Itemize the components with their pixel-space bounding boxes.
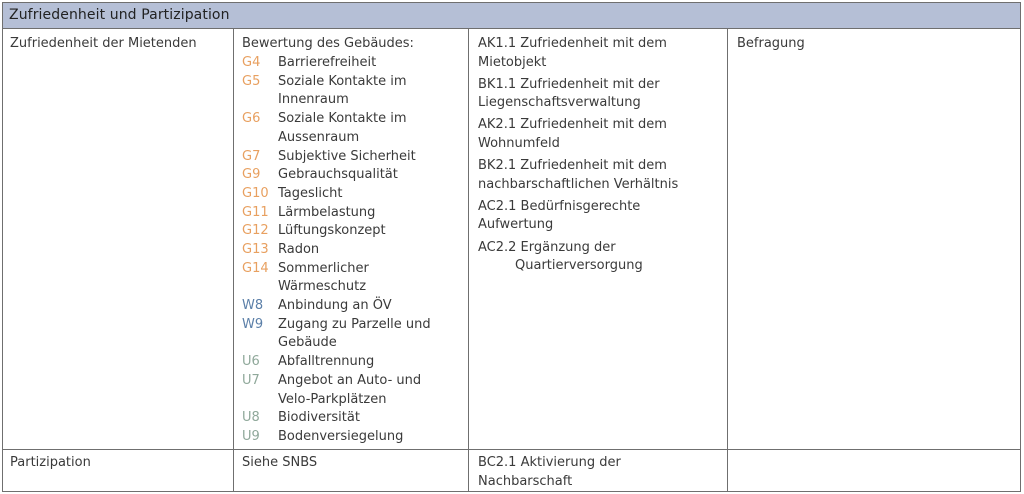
table-border-bottom [2,491,1021,492]
criterion-code: U7 [242,372,260,388]
row1-topic: Zufriedenheit der Mietenden [10,36,197,51]
criterion-label: Innenraum [278,92,349,108]
indicator-item [478,76,723,113]
criterion-code: W9 [242,316,264,332]
criterion-label: Barrierefreiheit [278,55,377,70]
indicator-item [478,35,723,72]
indicator-line2: Aufwertung [478,217,554,233]
criterion-code: G14 [242,260,269,276]
criterion-label: Lüftungskonzept [278,223,386,239]
criterion-label: Bodenversiegelung [278,429,404,444]
indicator-item [478,239,723,276]
row2-indicator-line1: BC2.1 Aktivierung der [478,455,621,470]
criterion-label: Subjektive Sicherheit [278,148,416,164]
criterion-code: U8 [242,410,260,426]
indicator-line2: Liegenschaftsverwaltung [478,95,641,111]
criterion-item [242,54,462,73]
criterion-item [242,428,462,447]
criterion-code: G5 [242,73,261,89]
criterion-item [242,166,462,185]
criterion-code: G10 [242,185,269,201]
criterion-label: Sommerlicher [278,260,369,276]
criterion-item [242,241,462,260]
criterion-code: U6 [242,354,260,370]
criterion-label: Soziale Kontakte im [278,73,407,89]
indicator-item [478,116,723,153]
criterion-item [242,409,462,428]
criterion-item [242,297,462,316]
indicator-line1: BK1.1 Zufriedenheit mit der [478,76,660,92]
criterion-label: Velo-Parkplätzen [278,391,387,407]
section-title: Zufriedenheit und Partizipation [9,7,230,23]
indicator-line2: Mietobjekt [478,54,547,70]
criterion-item [242,110,462,147]
row-divider [2,449,1021,450]
criterion-code: G11 [242,204,269,220]
criterion-code: G6 [242,111,261,127]
indicator-line2: Wohnumfeld [478,135,560,151]
criterion-label: Gebrauchsqualität [278,167,398,183]
criterion-code: G9 [242,167,261,183]
criterion-label: Lärmbelastung [278,204,376,220]
row1-method: Befragung [737,36,805,51]
criterion-label: Radon [278,242,320,257]
criterion-code: G12 [242,223,269,239]
indicator-list [478,35,724,285]
criterion-item [242,316,462,353]
row2-topic: Partizipation [10,455,91,470]
row2-indicator [478,454,621,491]
row2-indicator-line2: Nachbarschaft [478,473,573,489]
criterion-item [242,222,462,241]
indicator-item [478,198,723,235]
criterion-item [242,353,462,372]
criterion-label: Abfalltrennung [278,354,375,370]
criterion-item [242,372,462,409]
indicator-item [478,157,723,194]
criterion-label: Tageslicht [278,185,343,201]
criterion-item [242,148,462,167]
criterion-item [242,185,462,204]
indicator-line1: AC2.1 Bedürfnisgerechte [478,198,641,214]
criterion-label: Angebot an Auto- und [278,372,422,388]
criterion-label: Zugang zu Parzelle und [278,316,431,332]
indicator-line1: AC2.2 Ergänzung der [478,239,616,255]
section-header [2,2,1021,29]
criterion-label: Wärmeschutz [278,279,367,295]
indicator-line1: AK1.1 Zufriedenheit mit dem [478,36,667,51]
row2-reference: Siehe SNBS [242,455,318,470]
table-border-right [1020,29,1021,492]
criterion-label: Gebäude [278,335,337,351]
column-divider-2 [468,29,469,492]
criterion-item [242,204,462,223]
indicator-line1: AK2.1 Zufriedenheit mit dem [478,117,667,133]
criterion-label: Biodiversität [278,410,360,426]
criteria-list [242,54,466,450]
criterion-code: G13 [242,242,269,257]
criterion-item [242,73,462,110]
column-divider-1 [233,29,234,492]
criterion-label: Aussenraum [278,129,360,145]
row1-assessment-title: Bewertung des Gebäudes: [242,36,414,51]
indicator-line2: nachbarschaftlichen Verhältnis [478,176,679,192]
indicator-line1: BK2.1 Zufriedenheit mit dem [478,158,667,174]
criterion-code: G7 [242,148,261,164]
criterion-code: G4 [242,55,261,70]
criterion-item [242,260,462,297]
criterion-label: Soziale Kontakte im [278,111,407,127]
criteria-table [2,2,1021,492]
criterion-code: W8 [242,298,264,314]
criterion-label: Anbindung an ÖV [278,298,392,314]
criterion-code: U9 [242,429,260,444]
table-border-left [2,29,3,492]
indicator-line2: Quartierversorgung [515,258,643,273]
column-divider-3 [727,29,728,492]
